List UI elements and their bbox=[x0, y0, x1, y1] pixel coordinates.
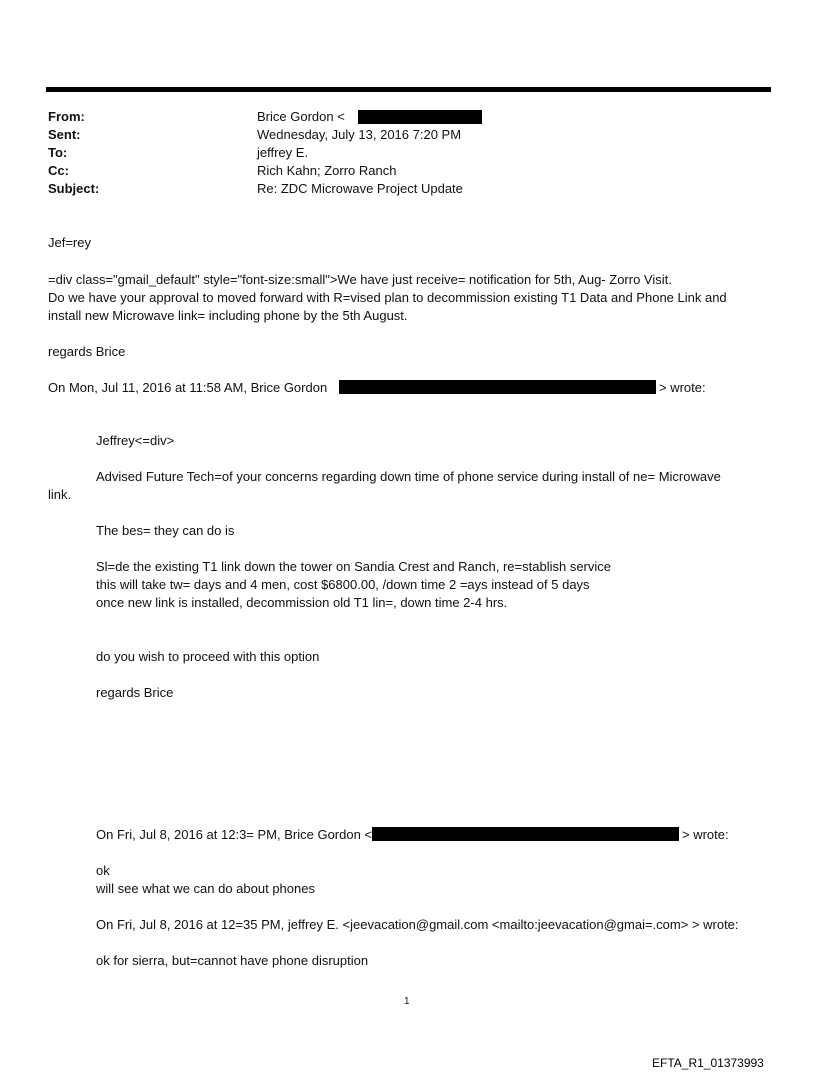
quote-header-suffix: > wrote: bbox=[659, 380, 706, 395]
redaction-bar bbox=[372, 827, 679, 841]
quote-header: On Fri, Jul 8, 2016 at 12:3= PM, Brice Gordon < bbox=[96, 827, 373, 842]
header-rule bbox=[46, 87, 771, 92]
quote-line: ok for sierra, but=cannot have phone disruption bbox=[96, 953, 369, 968]
quote-line: ok bbox=[96, 863, 110, 878]
sent-value: Wednesday, July 13, 2016 7:20 PM bbox=[257, 127, 462, 142]
redaction-bar bbox=[339, 380, 656, 394]
quote-line: The bes= they can do is bbox=[96, 523, 235, 538]
redaction-bar bbox=[358, 110, 482, 124]
quote-line: once new link is installed, decommission old T1 lin=, down time 2-4 hrs. bbox=[96, 595, 508, 610]
quote-line: Sl=de the existing T1 link down the tower on Sandia Crest and Ranch, re=stablish service bbox=[96, 559, 611, 574]
subject-value: Re: ZDC Microwave Project Update bbox=[257, 181, 463, 196]
document-id: EFTA_R1_01373993 bbox=[652, 1056, 764, 1070]
to-value: jeffrey E. bbox=[257, 145, 309, 160]
body-line: Do we have your approval to moved forward with R=vised plan to decommission existing T1 Data and Phone Link and bbox=[48, 290, 727, 305]
quote-header: On Fri, Jul 8, 2016 at 12=35 PM, jeffrey E. <jeevacation@gmail.com <mailto:jeevacation@gmai=.com> > wrote: bbox=[96, 917, 739, 932]
quote-header: On Mon, Jul 11, 2016 at 11:58 AM, Brice Gordon bbox=[48, 380, 328, 395]
from-value: Brice Gordon < bbox=[257, 109, 345, 124]
quote-salutation: Jeffrey<=div> bbox=[96, 433, 175, 448]
page-number: 1 bbox=[404, 996, 410, 1007]
signoff: regards Brice bbox=[48, 344, 126, 359]
quote-line: will see what we can do about phones bbox=[96, 881, 315, 896]
sent-label: Sent: bbox=[48, 127, 81, 142]
body-line: install new Microwave link= including phone by the 5th August. bbox=[48, 308, 408, 323]
cc-value: Rich Kahn; Zorro Ranch bbox=[257, 163, 397, 178]
quote-signoff: regards Brice bbox=[96, 685, 174, 700]
from-label: From: bbox=[48, 109, 85, 124]
to-label: To: bbox=[48, 145, 68, 160]
body-line: =div class="gmail_default" style="font-size:small">We have just receive= notification for 5th, Aug- Zorro Visit. bbox=[48, 272, 672, 287]
quote-header-suffix: > wrote: bbox=[682, 827, 729, 842]
quote-line: this will take tw= days and 4 men, cost $6800.00, /down time 2 =ays instead of 5 days bbox=[96, 577, 590, 592]
cc-label: Cc: bbox=[48, 163, 69, 178]
subject-label: Subject: bbox=[48, 181, 100, 196]
quote-line: link. bbox=[48, 487, 72, 502]
salutation: Jef=rey bbox=[48, 235, 91, 250]
quote-line: Advised Future Tech=of your concerns regarding down time of phone service during install of ne= Microwave bbox=[96, 469, 721, 484]
quote-question: do you wish to proceed with this option bbox=[96, 649, 320, 664]
